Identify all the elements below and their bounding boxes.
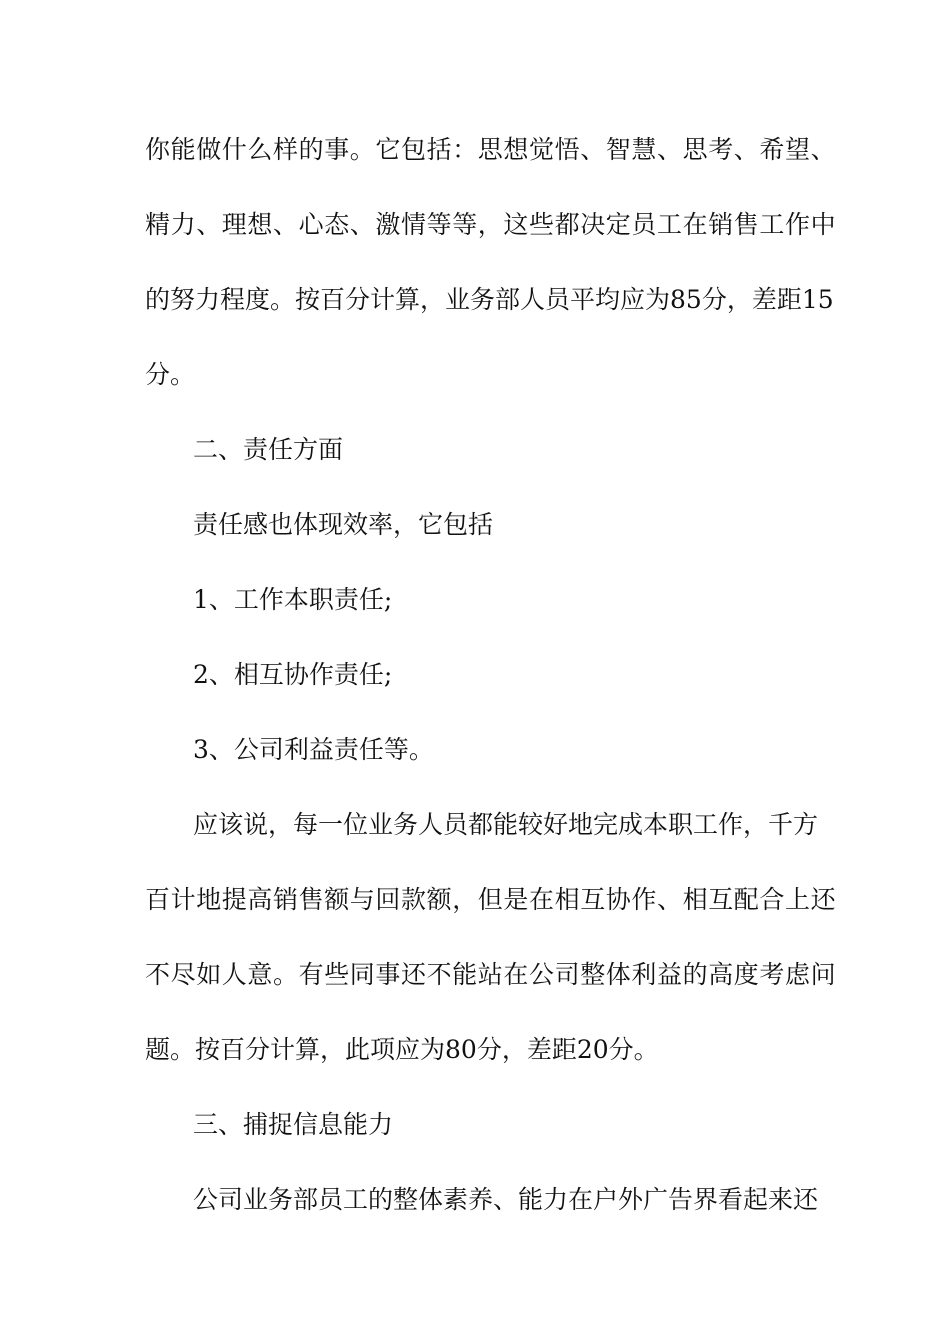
paragraph-line: 公司业务部员工的整体素养、能力在户外广告界看起来还 (193, 1185, 819, 1214)
paragraph-line: 不尽如人意。有些同事还不能站在公司整体利益的高度考虑问 (145, 960, 837, 989)
paragraph-line: 精力、理想、心态、激情等等，这些都决定员工在销售工作中 (145, 210, 837, 239)
section-heading: 二、责任方面 (193, 435, 344, 464)
list-item: 2、相互协作责任; (193, 660, 393, 689)
paragraph-line: 你能做什么样的事。它包括：思想觉悟、智慧、思考、希望、 (145, 135, 837, 164)
list-item: 3、公司利益责任等。 (193, 735, 434, 764)
paragraph-line: 应该说，每一位业务人员都能较好地完成本职工作，千方 (193, 810, 819, 839)
paragraph-line: 分。 (145, 360, 196, 389)
paragraph-line: 的努力程度。按百分计算，业务部人员平均应为85分，差距15 (145, 285, 834, 314)
paragraph-line: 百计地提高销售额与回款额，但是在相互协作、相互配合上还 (145, 885, 837, 914)
paragraph-line: 题。按百分计算，此项应为80分，差距20分。 (145, 1035, 659, 1064)
list-item: 1、工作本职责任; (193, 585, 393, 614)
section-heading: 三、捕捉信息能力 (193, 1110, 394, 1139)
paragraph-line: 责任感也体现效率，它包括 (193, 510, 494, 539)
